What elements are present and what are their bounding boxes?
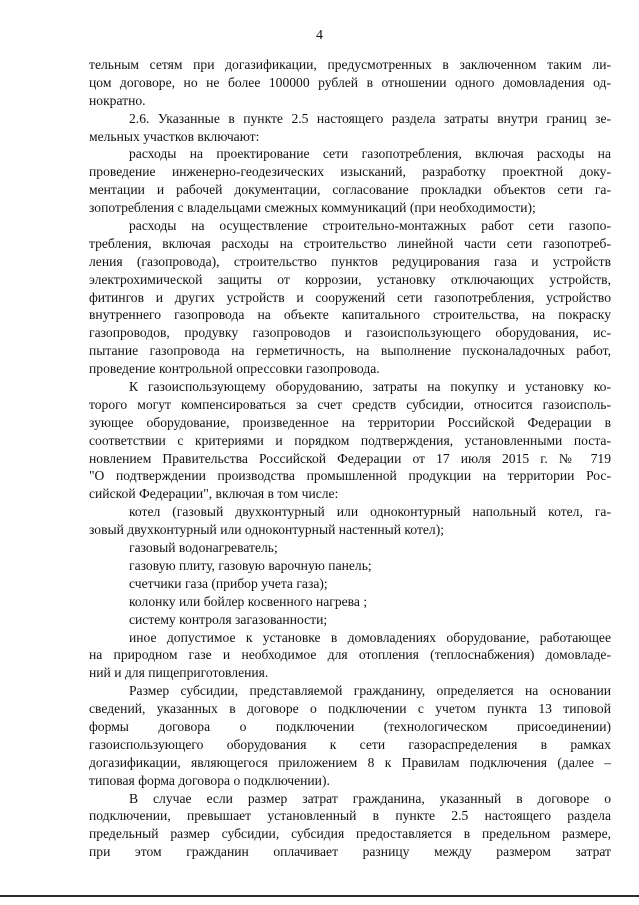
text-line: соответствии с критериями и порядком подтверждения, установленными поста- <box>89 432 611 448</box>
text-line: электрохимической защиты от коррозии, установку отключающих устройств, <box>89 271 611 287</box>
text-line: формы договора о подключении (технологическом присоединении) <box>89 718 611 734</box>
text-line: проведение инженерно-геодезических изысканий, разработку проектной доку- <box>89 164 611 180</box>
text-line: К газоиспользующему оборудованию, затраты на покупку и установку ко- <box>129 379 611 395</box>
text-line: на природном газе и необходимое для отопления (теплоснабжения) домовладе- <box>89 647 611 663</box>
text-line: при этом гражданин оплачивает разницу между размером затрат <box>89 844 611 860</box>
text-line: газовый водонагреватель; <box>129 540 278 556</box>
text-line: расходы на осуществление строительно-монтажных работ сети газопо- <box>129 218 611 234</box>
text-line: требления, включая расходы на строительство линейной части сети газопотреб- <box>89 235 611 251</box>
text-line: цом договоре, но не более 100000 рублей в отношении одного домовладения од- <box>89 74 611 90</box>
text-line: торого могут компенсироваться за счет средств субсидии, относится газоисполь- <box>89 396 611 412</box>
text-line: зовый двухконтурный или одноконтурный настенный котел); <box>89 522 445 538</box>
text-line: сийской Федерации", включая в том числе: <box>89 486 339 502</box>
text-line: мельных участков включают: <box>89 128 260 144</box>
text-line: нократно. <box>89 92 146 108</box>
text-line: колонку или бойлер косвенного нагрева ; <box>129 593 368 609</box>
text-line: 2.6. Указанные в пункте 2.5 настоящего раздела затраты внутри границ зе- <box>129 110 611 126</box>
text-line: подключении, превышает установленный в пункте 2.5 настоящего раздела <box>89 808 611 824</box>
text-line: внутреннего газопровода на объекте капитального строительства, на покраску <box>89 307 611 323</box>
text-line: газоиспользующего оборудования к сети газораспределения в рамках <box>89 736 611 752</box>
text-line: "О подтверждении производства промышленной продукции на территории Рос- <box>89 468 611 484</box>
text-line: систему контроля загазованности; <box>129 611 328 627</box>
text-line: предельный размер субсидии, субсидия предоставляется в предельном размере, <box>89 826 611 842</box>
bottom-rule <box>0 895 639 897</box>
text-line: расходы на проектирование сети газопотребления, включая расходы на <box>129 146 611 162</box>
text-line: пытание газопровода на герметичность, на выполнение пусконаладочных работ, <box>89 343 611 359</box>
text-line: сведений, указанных в договоре о подключении с учетом пункта 13 типовой <box>89 701 611 717</box>
text-line: газопроводов, продувку газопроводов и газоиспользующего оборудования, ис- <box>89 325 611 341</box>
text-line: типовая форма договора о подключении). <box>89 772 330 788</box>
text-line: ления (газопровода), строительство пунктов редуцирования газа и устройств <box>89 253 611 269</box>
text-line: счетчики газа (прибор учета газа); <box>129 575 328 591</box>
text-line: иное допустимое к установке в домовладениях оборудование, работающее <box>129 629 611 645</box>
text-line: проведение контрольной опрессовки газопровода. <box>89 361 380 377</box>
text-line: ний и для пищеприготовления. <box>89 665 269 681</box>
text-line: котел (газовый двухконтурный или одноконтурный напольный котел, га- <box>129 504 611 520</box>
text-line: газовую плиту, газовую варочную панель; <box>129 557 372 573</box>
text-line: тельным сетям при догазификации, предусмотренных в заключенном таким ли- <box>89 57 611 72</box>
text-line: зующее оборудование, произведенное на территории Российской Федерации в <box>89 414 611 430</box>
text-line: В случае если размер затрат гражданина, указанный в договоре о <box>129 790 611 806</box>
page-number: 4 <box>316 28 323 43</box>
text-line: Размер субсидии, представляемой гражданину, определяется на основании <box>129 683 611 699</box>
text-line: ментации и рабочей документации, согласование прокладки объектов сети га- <box>89 182 611 198</box>
text-line: новлением Правительства Российской Федерации от 17 июля 2015 г. № 719 <box>89 450 611 466</box>
text-line: фитингов и других устройств и сооружений сети газопотребления, устройство <box>89 289 611 305</box>
text-line: догазификации, являющегося приложением 8 к Правилам подключения (далее – <box>89 754 611 770</box>
document-body <box>89 56 611 861</box>
text-line: зопотребления с владельцами смежных коммуникаций (при необходимости); <box>89 200 536 216</box>
